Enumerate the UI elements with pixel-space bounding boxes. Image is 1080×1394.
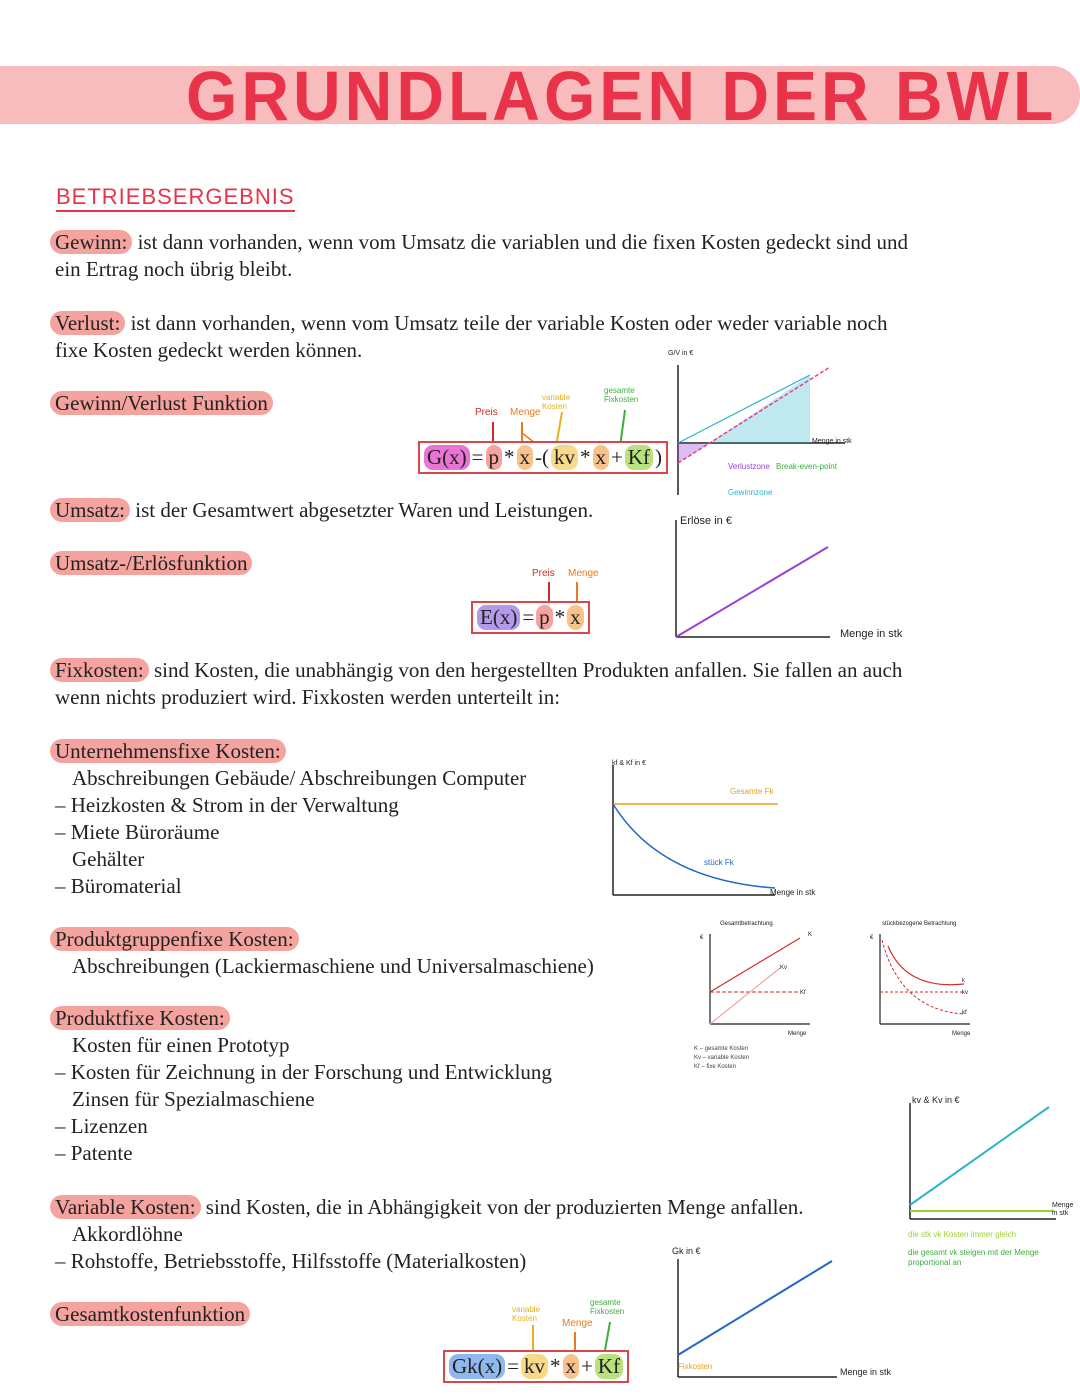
unternehmensfix-label: Unternehmensfixe Kosten: [50,738,286,765]
fixkosten-chart-ylabel: kf & Kf in € [612,760,646,767]
fixkosten-paragraph: Fixkosten: sind Kosten, die unabhängig von den hergestellten Produkten anfallen. Sie fallen an auch wenn nichts produziert wird. Fixkosten werden unterteilt in: [50,657,1060,711]
gv-ann-ges: gesamte Fixkosten [604,386,639,404]
stueck-chart-title: stückbezogene Betrachtung [882,921,957,927]
list-item: – Lizenzen [55,1114,148,1138]
gk-chart-fix: Fixkosten [678,1362,713,1371]
verlust-line1: ist dann vorhanden, wenn vom Umsatz teile der variable Kosten oder weder variable noch [125,311,888,335]
variable-chart-xlabel: Menge in stk [1052,1202,1074,1217]
erloes-chart-ylabel: Erlöse in € [680,515,732,527]
variable-paragraph: Variable Kosten: sind Kosten, die in Abhängigkeit von der produzierten Menge anfallen. [50,1194,804,1221]
list-item: Zinsen für Spezialmaschiene [72,1087,315,1111]
erloes-ann-menge: Menge [568,568,599,579]
gewinn-term: Gewinn: [50,230,132,254]
list-item: Akkordlöhne [72,1222,183,1246]
gewinn-line2: ein Ertrag noch übrig bleibt. [55,257,293,281]
gesamt-k: K [808,932,813,938]
gesamt-legend: K – gesamte Kosten Kv – variable Kosten Kf – fixe Kosten [694,1046,750,1070]
gv-chart-verlust: Verlustzone [728,462,770,471]
stueck-k: k [962,978,965,984]
stueck-kv: kv [962,990,968,996]
gk-formula: Gk(x) = kv * x + Kf [443,1350,629,1383]
gesamt-xlabel: Menge [788,1031,807,1037]
gesamtkosten-label: Gesamtkostenfunktion [50,1301,250,1328]
list-item: Gehälter [72,847,145,871]
gesamt-kf: Kf [800,990,806,996]
gk-ann-ges: gesamte Fixkosten [590,1298,625,1316]
erloes-chart-xlabel: Menge in stk [840,628,903,640]
gv-chart-ylabel: G/V in € [668,350,694,357]
gk-ann-menge: Menge [562,1318,593,1329]
gv-chart-gewinn: Gewinnzone [728,488,773,497]
list-item: – Büromaterial [55,874,182,898]
gv-chart-xlabel: Menge in stk [812,438,852,445]
gv-ann-menge: Menge [510,407,541,418]
gv-function-label: Gewinn/Verlust Funktion [50,390,273,417]
gk-ann-var: variable Kosten [512,1305,541,1323]
produktgruppenfix-text: Abschreibungen (Lackiermaschiene und Universalmaschiene) [72,954,594,978]
erloes-formula: E(x) = p * x [471,601,590,634]
fixkosten-chart-total: Gesamte Fk [730,787,774,796]
list-item: Abschreibungen Gebäude/ Abschreibungen Computer [72,766,527,790]
variable-note2: die gesamt vk steigen mit der Menge proportional an [908,1248,1039,1267]
umsatz-paragraph: Umsatz: ist der Gesamtwert abgesetzter Waren und Leistungen. [50,497,593,524]
gv-chart-bep: Break-even-point [776,462,837,471]
gv-ann-preis: Preis [475,407,498,418]
gk-chart-ylabel: Gk in € [672,1246,701,1256]
verlust-line2: fixe Kosten gedeckt werden können. [55,338,363,362]
list-item: – Miete Büroräume [55,820,220,844]
erloes-ann-preis: Preis [532,568,555,579]
stueck-ylabel: € [870,935,874,941]
fixkosten-chart-unit: stück Fk [704,858,734,867]
page-title: GRUNDLAGEN DER BWL [186,57,1058,135]
list-item: – Rohstoffe, Betriebsstoffe, Hilfsstoffe (Materialkosten) [55,1249,527,1273]
gesamt-ylabel: € [700,935,704,941]
stueck-kf: kf [962,1010,967,1016]
list-item: – Kosten für Zeichnung in der Forschung und Entwicklung [55,1060,552,1084]
gesamt-chart-title: Gesamtbetrachtung [720,921,773,927]
gv-ann-var: variable Kosten [542,393,571,411]
gesamt-kv: Kv [780,965,788,971]
stueck-xlabel: Menge [952,1031,971,1037]
section-heading: BETRIEBSERGEBNIS [56,184,295,212]
produktfix-label: Produktfixe Kosten: [50,1005,230,1032]
produktgruppenfix-label: Produktgruppenfixe Kosten: [50,926,299,953]
erloes-label: Umsatz-/Erlösfunktion [50,550,252,577]
list-item: – Patente [55,1141,133,1165]
gk-chart-xlabel: Menge in stk [840,1367,892,1377]
fixkosten-chart-xlabel: Menge in stk [770,888,816,897]
variable-note1: die stk vk Kosten immer gleich [908,1230,1017,1239]
gv-formula: G(x) = p * x -( kv * x + Kf ) [418,441,668,474]
verlust-term: Verlust: [50,311,125,335]
gewinn-line1: ist dann vorhanden, wenn vom Umsatz die variablen und die fixen Kosten gedeckt sind und [132,230,908,254]
list-item: Kosten für einen Prototyp [72,1033,290,1057]
list-item: – Heizkosten & Strom in der Verwaltung [55,793,399,817]
variable-chart-ylabel: kv & Kv in € [912,1095,960,1105]
